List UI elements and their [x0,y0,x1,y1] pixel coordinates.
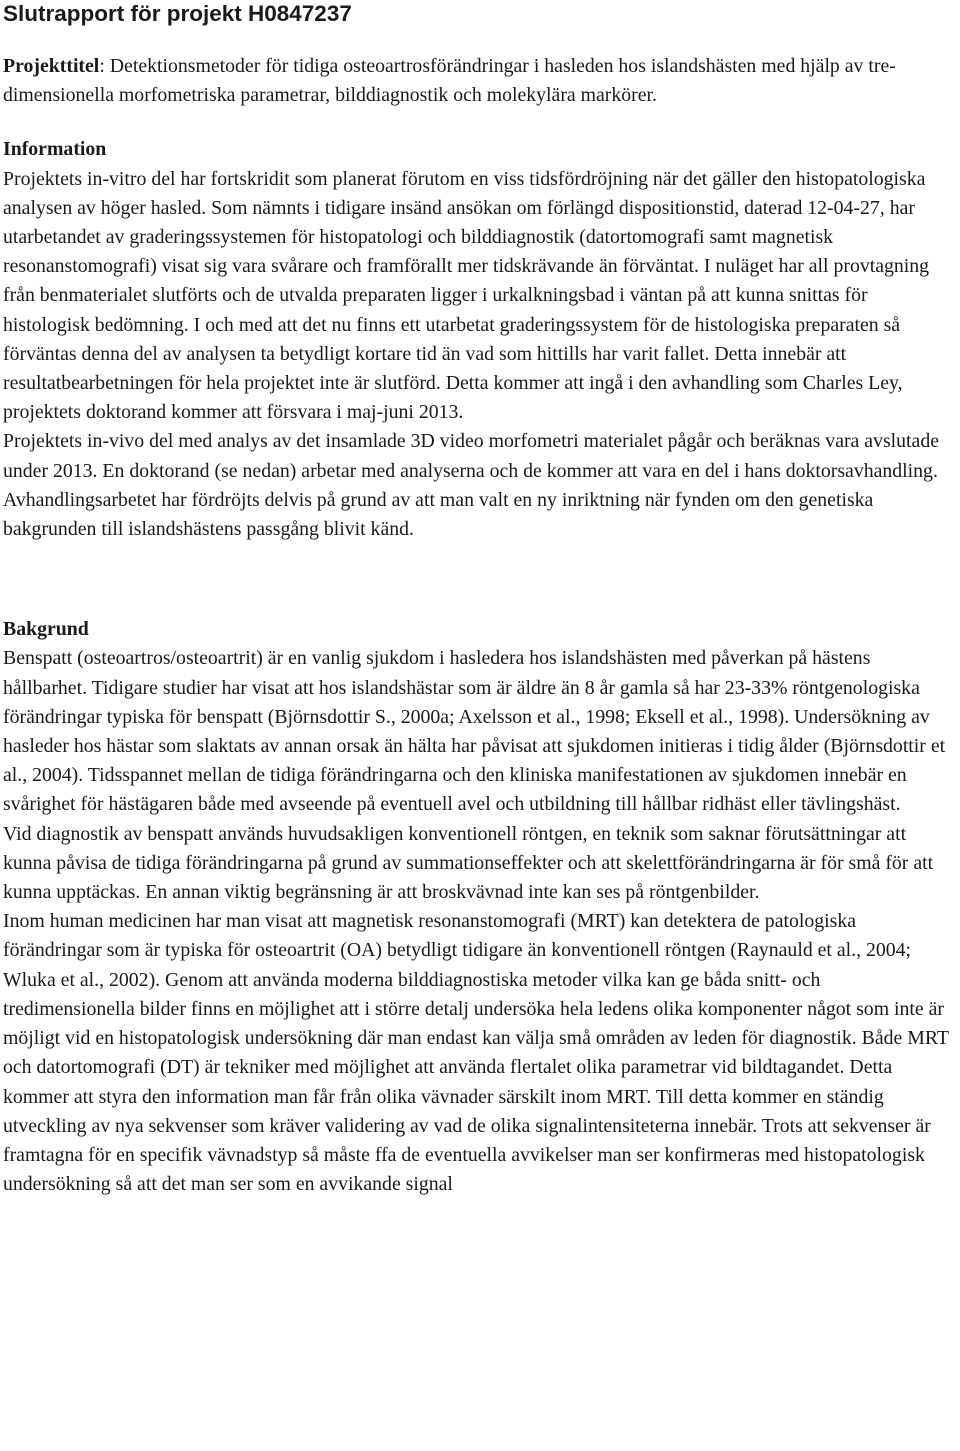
document-title: Slutrapport för projekt H0847237 [3,1,352,26]
information-paragraph-1: Projektets in-vitro del har fortskridit som planerat förutom en viss tidsfördröjning när det gäller den histopatologiska analysen av höger hasled. Som nämnts i tidigare insänd ansökan om förlängd dispositionstid, daterad 12-04-27, har utarbetandet av graderingssystemen för histopatologi och bilddiagnostik (datortomografi samt magnetisk resonanstomografi) visat sig vara svårare och framförallt mer tidskrävande än förväntat. I nuläget har all provtagning från benmaterialet slutförts och de utvalda preparaten ligger i urkalkningsbad i väntan på att kunna snittas för histologisk bedömning. I och med att det nu finns ett utarbetat graderingssystem för de histologiska preparaten så förväntas denna del av analysen ta betydligt kortare tid än vad som hittills har varit fallet. Detta innebär att resultatbearbetningen för hela projektet inte är slutförd. Detta kommer att ingå i den avhandling som Charles Ley, projektets doktorand kommer att försvara i maj-juni 2013. [3,167,930,424]
bakgrund-heading: Bakgrund [3,618,89,641]
project-title-separator: : [99,55,110,77]
bakgrund-paragraph-3: Inom human medicinen har man visat att magnetisk resonanstomografi (MRT) kan detektera de patologiska förändringar som är typiska för osteoartrit (OA) betydligt tidigare än konventionell röntgen (Raynauld et al., 2004; Wluka et al., 2002). Genom att använda moderna bilddiagnostiska metoder vilka kan ge båda snitt- och tredimensionella bilder finns en möjlighet att i större detalj undersöka hela ledens olika komponenter något som inte är möjligt vid en histopatologisk undersökning där man endast kan välja små områden av leden för diagnostik. Både MRT och datortomografi (DT) är tekniker med möjlighet att använda flertalet olika parametrar vid bildtagandet. Detta kommer att styra den information man får från olika vävnader särskilt inom MRT. Till detta kommer en ständig utveckling av nya sekvenser som kräver validering av vad de olika signalintensiteterna innebär. Trots att sekvenser är framtagna för en specifik vävnadstyp så måste ffa de eventuella avvikelser man ser konfirmeras med histopatologisk undersökning så att det man ser som en avvikande signal [3,910,949,1196]
project-title-label: Projekttitel [3,55,100,77]
document-page [3,0,957,1199]
bakgrund-paragraph-2: Vid diagnostik av benspatt används huvudsakligen konventionell röntgen, en teknik som saknar förutsättningar att kunna påvisa de tidiga förändringarna på grund av summationseffekter och att skelettförändringarna är för små för att kunna upptäckas. En annan viktig begränsning är att broskvävnad inte kan ses på röntgenbilder. [3,822,934,904]
project-title-text: Detektionsmetoder för tidiga osteoartrosförändringar i hasleden hos islandshästen med hjälp av tre-dimensionella morfometriska parametrar, bilddiagnostik och molekylära markörer. [3,55,896,107]
information-heading: Information [3,138,107,161]
bakgrund-section [3,615,957,1199]
information-section [3,135,957,544]
project-title-block [3,52,957,110]
information-paragraph-2: Projektets in-vivo del med analys av det insamlade 3D video morfometri materialet pågår och beräknas vara avslutade under 2013. En doktorand (se nedan) arbetar med analyserna och de kommer att vara en del i hans doktorsavhandling. Avhandlingsarbetet har fördröjts delvis på grund av att man valt en ny inriktning när fynden om den genetiska bakgrunden till islandshästens passgång blivit känd. [3,430,939,541]
bakgrund-paragraph-1: Benspatt (osteoartros/osteoartrit) är en vanlig sjukdom i hasledera hos islandshästen med påverkan på hästens hållbarhet. Tidigare studier har visat att hos islandshästar som är äldre än 8 år gamla så har 23-33% röntgenologiska förändringar typiska för benspatt (Björnsdottir S., 2000a; Axelsson et al., 1998; Eksell et al., 1998). Undersökning av hasleder hos hästar som slaktats av annan orsak än hälta har påvisat att sjukdomen initieras i tidig ålder (Björnsdottir et al., 2004). Tidsspannet mellan de tidiga förändringarna och den kliniska manifestationen av sjukdomen innebär en svårighet för hästägaren både med avseende på eventuell avel och utbildning till hållbar ridhäst eller tävlingshäst. [3,647,946,816]
